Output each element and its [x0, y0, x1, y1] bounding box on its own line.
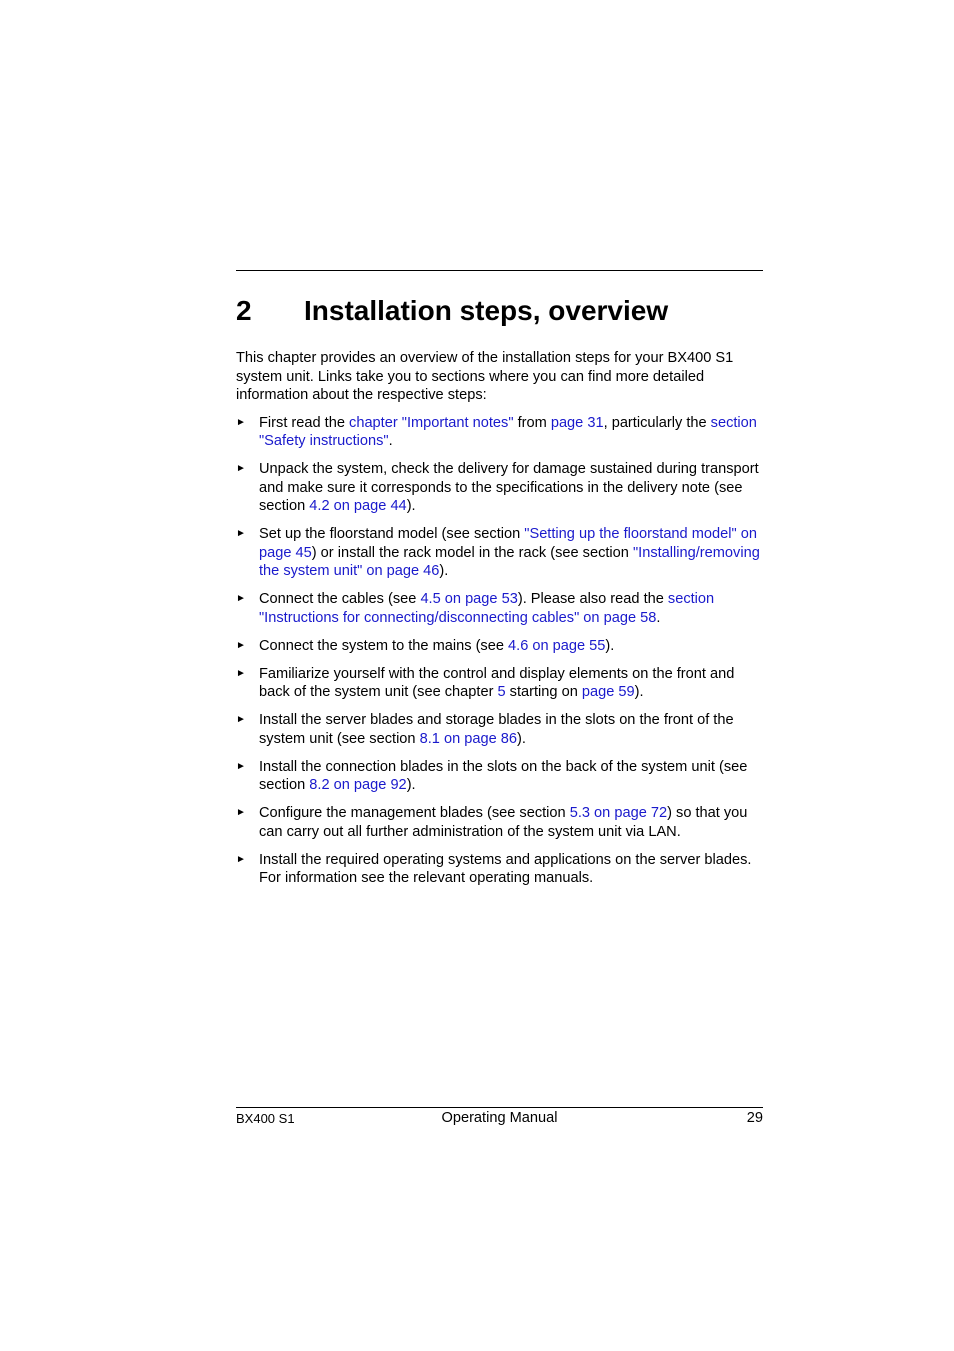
- bullet-arrow-icon: ►: [236, 714, 246, 725]
- step-text: Install the server blades and storage blades in the slots on the front of the system unit (see section: [259, 712, 734, 747]
- step-item: [236, 460, 763, 516]
- intro-paragraph: This chapter provides an overview of the installation steps for your BX400 S1 system unit. Links take you to sections where you can find more detailed information about the respective steps:: [236, 350, 734, 403]
- step-text: Connect the system to the mains (see: [259, 637, 509, 654]
- top-rule: [236, 270, 763, 271]
- step-text: ).: [605, 637, 615, 654]
- bullet-arrow-icon: ►: [236, 528, 246, 539]
- step-text: , particularly the: [603, 414, 711, 431]
- bullet-arrow-icon: ►: [236, 667, 246, 679]
- step-text: ). Please also read the: [517, 591, 668, 607]
- steps-list: [236, 414, 763, 888]
- step-text: ) so that you can carry out all further administration of the system unit via LAN.: [259, 805, 748, 840]
- bullet-arrow-icon: ►: [236, 593, 246, 604]
- step-text: ).: [406, 498, 416, 514]
- step-text: Connect the cables (see: [259, 591, 421, 607]
- step-text: from: [513, 414, 551, 431]
- step-text: ).: [634, 684, 644, 700]
- bullet-arrow-icon: ►: [236, 853, 246, 865]
- footer-page-number: 29: [746, 1110, 763, 1126]
- bullet-arrow-icon: ►: [236, 463, 246, 474]
- link-section-4-2[interactable]: 4.2 on page 44: [309, 498, 407, 514]
- link-section-4-5[interactable]: 4.5 on page 53: [420, 591, 518, 607]
- step-text: starting on: [505, 684, 582, 700]
- step-text: First read the: [259, 414, 350, 431]
- step-text: .: [388, 433, 393, 449]
- footer-doc-title: Operating Manual: [441, 1110, 558, 1126]
- bullet-arrow-icon: ►: [236, 416, 246, 428]
- link-page-59[interactable]: page 59: [581, 684, 635, 700]
- chapter-number: 2: [236, 295, 252, 326]
- link-cable-instructions[interactable]: section "Instructions for connecting/disconnecting cables" on page 58: [259, 591, 715, 626]
- step-text: ).: [439, 563, 449, 579]
- link-chapter-important-notes[interactable]: chapter "Important notes": [349, 414, 514, 431]
- link-section-8-1[interactable]: 8.1 on page 86: [419, 730, 517, 747]
- step-item: [236, 758, 763, 795]
- link-section-8-2[interactable]: 8.2 on page 92: [309, 777, 407, 793]
- link-page-31[interactable]: page 31: [550, 414, 604, 431]
- step-text: Configure the management blades (see section: [259, 805, 570, 821]
- link-section-5-3[interactable]: 5.3 on page 72: [569, 805, 668, 821]
- footer-rule: [236, 1107, 763, 1108]
- chapter-heading: [236, 293, 763, 329]
- step-item: [236, 711, 763, 748]
- footer-product: BX400 S1: [236, 1111, 295, 1126]
- chapter-title: Installation steps, overview: [304, 295, 669, 326]
- link-chapter-5[interactable]: 5: [497, 684, 506, 700]
- link-installing-removing-system-unit[interactable]: "Installing/removing the system unit" on page 46: [259, 544, 760, 579]
- step-text: Familiarize yourself with the control and display elements on the front and back of the system unit (see chapter: [259, 665, 735, 700]
- bullet-arrow-icon: ►: [236, 639, 246, 651]
- step-text: ) or install the rack model in the rack (see section: [311, 544, 633, 561]
- step-item: [236, 665, 763, 702]
- step-text: ).: [406, 777, 416, 793]
- chapter-body: [236, 349, 763, 897]
- page-footer: [236, 1109, 763, 1129]
- step-text: .: [656, 609, 661, 626]
- step-text: Install the connection blades in the slots on the back of the system unit (see section: [259, 758, 748, 793]
- bullet-arrow-icon: ►: [236, 807, 246, 818]
- step-item: [236, 637, 763, 656]
- step-item: [236, 590, 763, 627]
- link-section-4-6[interactable]: 4.6 on page 55: [508, 637, 606, 654]
- step-item: [236, 804, 763, 841]
- step-text: Set up the floorstand model (see section: [259, 526, 525, 542]
- step-item: [236, 851, 763, 888]
- step-text: ).: [517, 730, 526, 747]
- link-section-safety-instructions[interactable]: section "Safety instructions": [259, 414, 757, 449]
- link-setting-up-floorstand[interactable]: "Setting up the floorstand model" on page 45: [259, 526, 757, 561]
- bullet-arrow-icon: ►: [236, 760, 246, 772]
- step-text: Unpack the system, check the delivery for damage sustained during transport and make sure it corresponds to the specifications in the delivery note (see section: [259, 461, 759, 514]
- step-text: Install the required operating systems and applications on the server blades. For information see the relevant operating manuals.: [259, 851, 752, 886]
- step-item: [236, 525, 763, 581]
- step-item: [236, 414, 763, 451]
